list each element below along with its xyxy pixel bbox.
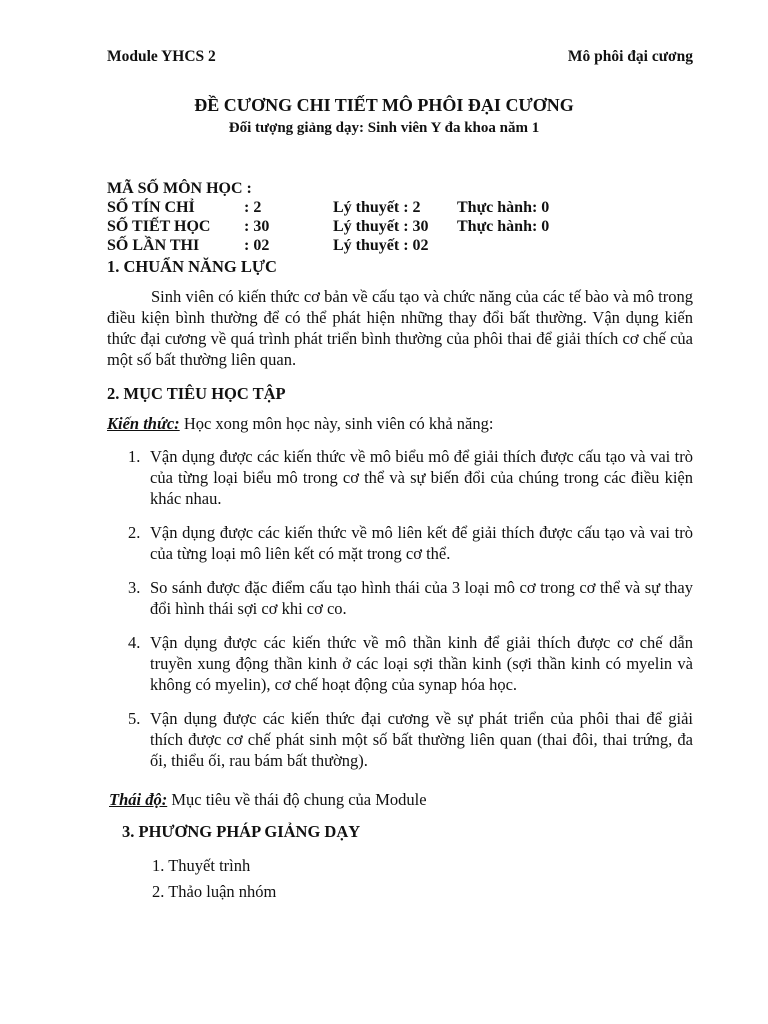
- list-item: [128, 632, 693, 695]
- header-subject: Mô phôi đại cương: [567, 48, 693, 65]
- attitude-line: [109, 790, 427, 810]
- row-value: : 02: [244, 237, 270, 254]
- document-subtitle: Đối tượng giảng dạy: Sinh viên Y đa khoa năm 1: [228, 120, 540, 136]
- row-value: : 2: [244, 199, 262, 216]
- row-theory: Lý thuyết : 2: [333, 199, 421, 216]
- section2-heading: 2. MỤC TIÊU HỌC TẬP: [107, 384, 286, 403]
- item-number: 5.: [128, 709, 141, 728]
- item-text: Vận dụng được các kiến thức về mô liên kết để giải thích được cấu tạo và vai trò của từng loại mô liên kết có mặt trong cơ thể.: [150, 523, 693, 563]
- section1-text: Sinh viên có kiến thức cơ bản về cấu tạo và chức năng của các tế bào và mô trong điều kiện bình thường để có thể phát hiện những thay đổi bất thường. Vận dụng kiến thức đại cương về quá trình phát triển bình thường của phôi thai để giải thích cơ chế của một số bất thường liên quan.: [107, 287, 693, 369]
- item-number: 2.: [128, 523, 141, 542]
- row-theory: Lý thuyết : 02: [333, 237, 429, 254]
- course-code-label: MÃ SỐ MÔN HỌC :: [107, 180, 252, 197]
- item-text: Vận dụng được các kiến thức về mô thần kinh để giải thích được cơ chế dẫn truyền xung động thần kinh ở các loại sợi thần kinh (sợi thần kinh có myelin và không có myelin), cơ chế hoạt động của synap hóa học.: [150, 633, 693, 694]
- knowledge-label: Kiến thức:: [107, 414, 180, 433]
- list-item: [128, 577, 693, 619]
- row-theory: Lý thuyết : 30: [333, 218, 429, 235]
- knowledge-line: [107, 414, 493, 434]
- item-text: Vận dụng được các kiến thức về mô biểu mô để giải thích được cấu tạo và vai trò của từng loại biểu mô trong cơ thể và sự biến đổi của chúng trong các điều kiện khác nhau.: [150, 447, 693, 508]
- method-item: 1. Thuyết trình: [152, 856, 251, 875]
- list-item: [128, 522, 693, 564]
- list-item: [128, 446, 693, 509]
- item-number: 1.: [128, 447, 141, 466]
- section3-heading: 3. PHƯƠNG PHÁP GIẢNG DẠY: [122, 822, 361, 841]
- list-item: [128, 708, 693, 771]
- header-module: Module YHCS 2: [107, 48, 216, 65]
- section1-paragraph: [107, 286, 693, 370]
- document-title: ĐỀ CƯƠNG CHI TIẾT MÔ PHÔI ĐẠI CƯƠNG: [194, 95, 574, 115]
- row-label: SỐ TÍN CHỈ: [107, 199, 195, 216]
- row-label: SỐ LẦN THI: [107, 237, 200, 254]
- item-text: Vận dụng được các kiến thức đại cương về sự phát triển của phôi thai để giải thích được cơ chế phát sinh một số bất thường liên quan (thai đôi, thai trứng, đa ối, thiểu ối, rau bám bất thường).: [150, 709, 693, 770]
- attitude-text: Mục tiêu về thái độ chung của Module: [167, 790, 427, 809]
- item-text: So sánh được đặc điểm cấu tạo hình thái của 3 loại mô cơ trong cơ thể và sự thay đổi hình thái sợi cơ khi cơ co.: [150, 578, 693, 618]
- attitude-label: Thái độ:: [109, 790, 168, 809]
- method-item: 2. Thảo luận nhóm: [152, 882, 277, 901]
- row-practice: Thực hành: 0: [457, 218, 550, 235]
- row-practice: Thực hành: 0: [457, 199, 550, 216]
- knowledge-intro: Học xong môn học này, sinh viên có khả năng:: [179, 414, 494, 433]
- item-number: 3.: [128, 578, 141, 597]
- section1-heading: 1. CHUẨN NĂNG LỰC: [107, 257, 277, 276]
- row-value: : 30: [244, 218, 270, 235]
- item-number: 4.: [128, 633, 141, 652]
- objectives-list: [128, 446, 693, 784]
- row-label: SỐ TIẾT HỌC: [107, 218, 211, 235]
